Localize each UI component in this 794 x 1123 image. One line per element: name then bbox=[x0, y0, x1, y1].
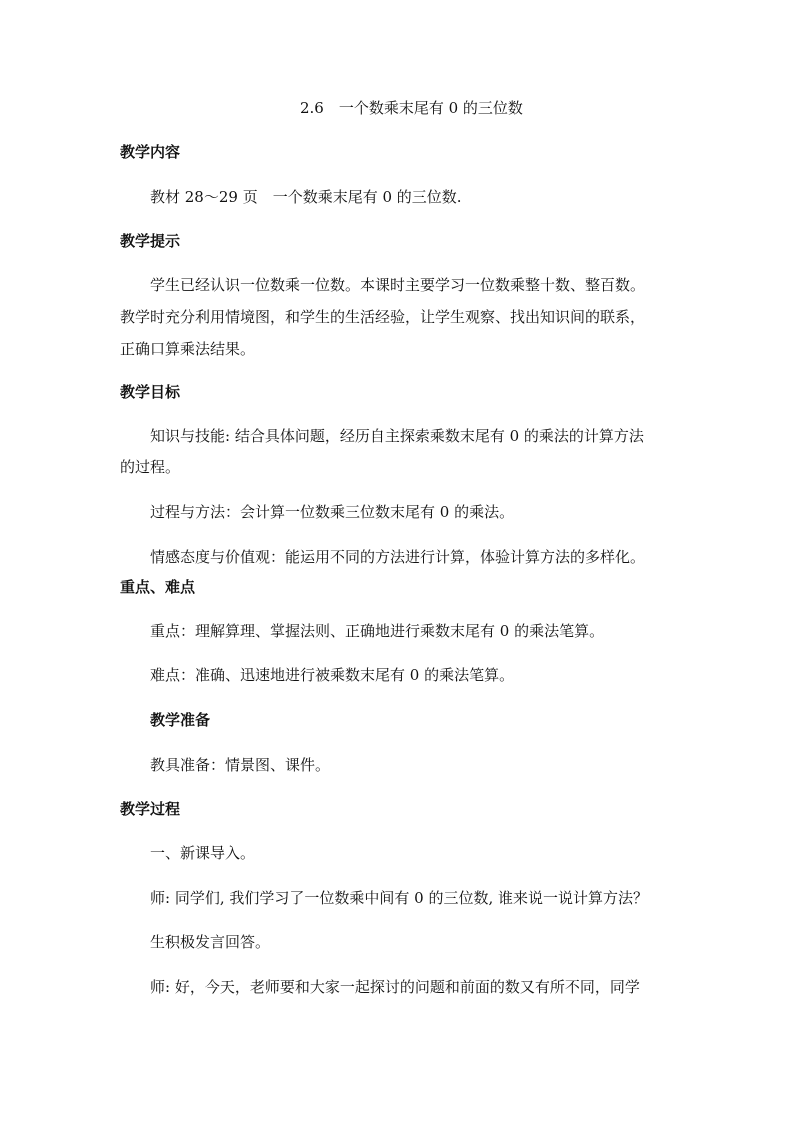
heading-process: 教学过程 bbox=[120, 800, 181, 818]
process-step-1: 一、新课导入。 bbox=[150, 844, 256, 862]
goal-knowledge-line-2: 的过程。 bbox=[120, 458, 181, 476]
heading-keypoints: 重点、难点 bbox=[120, 578, 196, 596]
process-teacher-1: 师: 同学们, 我们学习了一位数乘中间有 0 的三位数, 谁来说一说计算方法？ bbox=[150, 889, 648, 907]
hint-line-1: 学生已经认识一位数乘一位数。本课时主要学习一位数乘整十数、整百数。 bbox=[150, 276, 646, 294]
process-student-1: 生积极发言回答。 bbox=[150, 933, 271, 951]
keypoint-key: 重点：理解算理、掌握法则、正确地进行乘数末尾有 0 的乘法笔算。 bbox=[150, 622, 605, 640]
hint-line-2: 教学时充分利用情境图，和学生的生活经验，让学生观察、找出知识间的联系， bbox=[120, 308, 646, 326]
prep-text: 教具准备：情景图、课件。 bbox=[150, 756, 331, 774]
heading-content: 教学内容 bbox=[120, 143, 181, 161]
process-teacher-2: 师: 好，今天，老师要和大家一起探讨的问题和前面的数又有所不同，同学 bbox=[150, 978, 640, 996]
page-title: 2.6 一个数乘末尾有 0 的三位数 bbox=[300, 99, 523, 117]
goal-emotion: 情感态度与价值观：能运用不同的方法进行计算，体验计算方法的多样化。 bbox=[150, 548, 646, 566]
content-text: 教材 28～29 页 一个数乘末尾有 0 的三位数. bbox=[150, 188, 462, 206]
heading-goals: 教学目标 bbox=[120, 383, 181, 401]
heading-prep: 教学准备 bbox=[150, 711, 211, 729]
hint-line-3: 正确口算乘法结果。 bbox=[120, 340, 256, 358]
heading-hint: 教学提示 bbox=[120, 232, 181, 250]
keypoint-difficult: 难点：准确、迅速地进行被乘数末尾有 0 的乘法笔算。 bbox=[150, 666, 515, 684]
goal-process: 过程与方法：会计算一位数乘三位数末尾有 0 的乘法。 bbox=[150, 503, 515, 521]
goal-knowledge-line-1: 知识与技能: 结合具体问题，经历自主探索乘数末尾有 0 的乘法的计算方法 bbox=[150, 427, 644, 445]
